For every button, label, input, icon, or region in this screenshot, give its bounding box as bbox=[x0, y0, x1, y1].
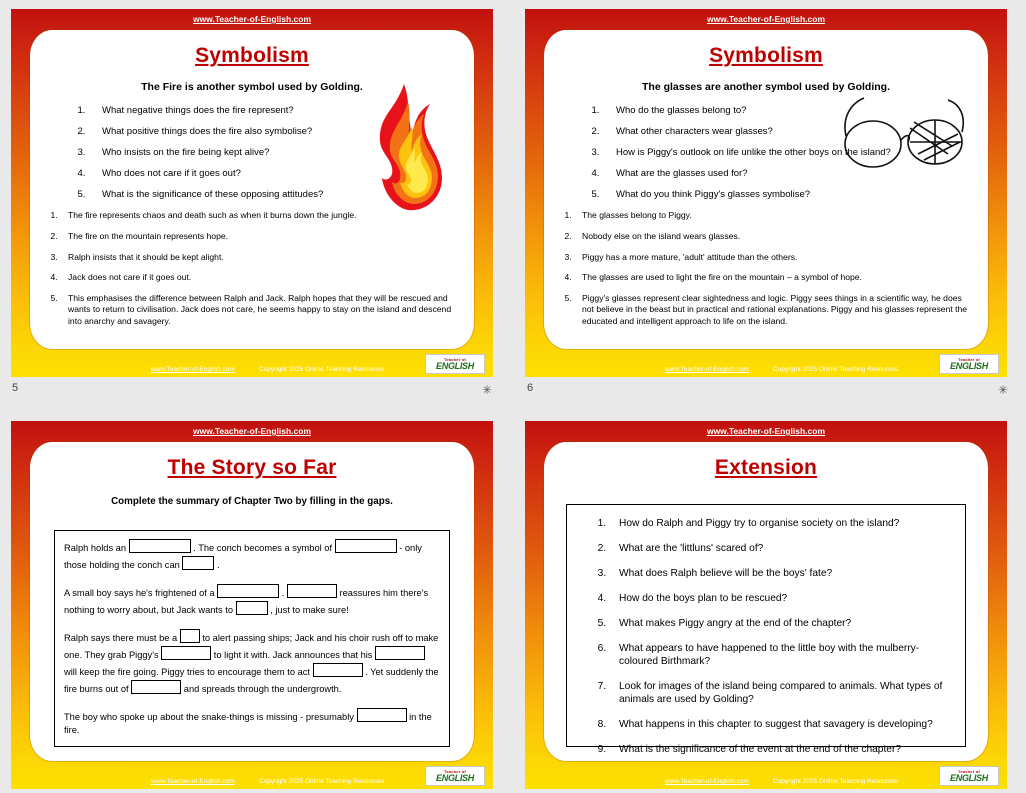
logo-line-1: Teacher of bbox=[444, 768, 466, 774]
list-item: 5. Piggy's glasses represent clear sightedness and logic. Piggy sees things in a scientific way, he does not believe in the beast but in practical and rational explanations. Piggy and his glasses represent the educated and intelligent approach to life on the island. bbox=[574, 293, 970, 328]
text-fragment: . Yet suddenly the fire burns out of bbox=[64, 666, 439, 694]
glasses-icon bbox=[840, 92, 970, 182]
gap-paragraph-1 bbox=[64, 539, 440, 573]
text-fragment: Ralph says there must be a bbox=[64, 632, 180, 643]
slide-thumbnail-story-so-far[interactable] bbox=[11, 421, 493, 789]
extension-question-box bbox=[566, 504, 966, 756]
footer-website-url: www.Teacher-of-English.com bbox=[151, 778, 235, 785]
flame-icon bbox=[356, 82, 452, 212]
list-item: 8. What happens in this chapter to suggest that savagery is developing? bbox=[609, 718, 947, 731]
list-item: 5. This emphasises the difference between Ralph and Jack. Ralph hopes that they will be rescued and wants to return to civilisation. Jack does not care, he seems happy to stay on the island and descend into anarchy and savagery. bbox=[60, 293, 456, 328]
list-item: 3. Who insists on the fire being kept alive? bbox=[88, 147, 444, 159]
text-fragment: , just to make sure! bbox=[267, 604, 349, 615]
list-item: 5. What is the significance of these opposing attitudes? bbox=[88, 189, 444, 201]
footer-website-url: www.Teacher-of-English.com bbox=[665, 778, 749, 785]
blank-field[interactable] bbox=[313, 663, 363, 677]
gap-paragraph-4 bbox=[64, 708, 440, 739]
text-fragment: . The conch becomes a symbol of bbox=[190, 543, 335, 553]
list-item: 1. How do Ralph and Piggy try to organise society on the island? bbox=[609, 517, 947, 530]
logo-line-2: ENGLISH bbox=[950, 360, 988, 371]
logo-line-2: ENGLISH bbox=[436, 360, 474, 371]
list-item: 4. Who does not care if it goes out? bbox=[88, 168, 444, 180]
instruction-text: Complete the summary of Chapter Two by filling in the gaps. bbox=[111, 496, 393, 507]
page-title: Symbolism bbox=[195, 44, 309, 67]
list-item: 2. Nobody else on the island wears glasses. bbox=[574, 231, 970, 243]
brand-logo bbox=[939, 354, 999, 374]
list-item: 7. Look for images of the island being compared to animals. What types of animals are used by Golding? bbox=[609, 680, 947, 706]
text-fragment: Ralph holds an bbox=[64, 543, 129, 553]
slide-story-so-far bbox=[11, 421, 493, 789]
blank-field[interactable] bbox=[182, 556, 214, 570]
slide-number-right: 6 bbox=[527, 382, 534, 394]
slide-6 bbox=[525, 9, 1007, 377]
slide-marker-star-right: ✳ bbox=[998, 383, 1009, 397]
list-item: 2. What other characters wear glasses? bbox=[602, 126, 958, 138]
logo-line-2: ENGLISH bbox=[950, 772, 988, 783]
slide-top-bar bbox=[11, 9, 493, 26]
footer-copyright: Copyright 2025 Online Teaching Resources bbox=[259, 366, 385, 373]
blank-field[interactable] bbox=[335, 539, 397, 553]
list-item: 3. What does Ralph believe will be the boys' fate? bbox=[609, 567, 947, 580]
question-list bbox=[575, 517, 951, 757]
page-title: Symbolism bbox=[709, 44, 823, 67]
top-website-url: www.Teacher-of-English.com bbox=[706, 14, 826, 24]
text-fragment: to light it with. Jack announces that his bbox=[211, 649, 376, 660]
list-item: 5. What do you think Piggy's glasses symbolise? bbox=[602, 189, 958, 201]
text-fragment: A small boy says he's frightened of a bbox=[64, 587, 218, 598]
answer-list bbox=[30, 210, 474, 327]
logo-line-1: Teacher of bbox=[958, 768, 980, 774]
text-fragment: . bbox=[214, 559, 220, 570]
slide-thumbnail-5[interactable] bbox=[11, 9, 493, 377]
slide-content-panel bbox=[544, 30, 988, 349]
text-fragment: . bbox=[279, 587, 287, 598]
slide-footer bbox=[525, 351, 1007, 377]
list-item: 3. Piggy has a more mature, 'adult' attitude than the others. bbox=[574, 252, 970, 264]
footer-copyright: Copyright 2025 Online Teaching Resources bbox=[773, 778, 899, 785]
list-item: 3. Ralph insists that it should be kept alight. bbox=[60, 252, 456, 264]
slide-number-left: 5 bbox=[12, 382, 19, 394]
subtitle-bold: The Fire bbox=[141, 81, 182, 93]
list-item: 1. The fire represents chaos and death such as when it burns down the jungle. bbox=[60, 210, 456, 222]
gap-paragraph-3 bbox=[64, 629, 440, 697]
list-item: 3. How is Piggy's outlook on life unlike the other boys on the island? bbox=[602, 147, 958, 159]
gap-paragraph-2 bbox=[64, 584, 440, 618]
blank-field[interactable] bbox=[287, 584, 337, 598]
blank-field[interactable] bbox=[161, 646, 211, 660]
slide-top-bar bbox=[525, 421, 1007, 438]
logo-line-2: ENGLISH bbox=[436, 772, 474, 783]
text-fragment: will keep the fire going. Piggy tries to encourage them to act bbox=[64, 666, 313, 677]
list-item: 5. What makes Piggy angry at the end of the chapter? bbox=[609, 617, 947, 630]
footer-copyright: Copyright 2025 Online Teaching Resources bbox=[773, 366, 899, 373]
text-fragment: and spreads through the undergrowth. bbox=[181, 683, 342, 694]
text-fragment: to alert passing ships; Jack and his choir rush off to make one. They grab Piggy's bbox=[64, 632, 439, 660]
gap-fill-box bbox=[54, 530, 450, 747]
slide-thumbnail-extension[interactable] bbox=[525, 421, 1007, 789]
brand-logo bbox=[425, 354, 485, 374]
list-item: 2. What positive things does the fire also symbolise? bbox=[88, 126, 444, 138]
top-website-url: www.Teacher-of-English.com bbox=[192, 14, 312, 24]
slide-footer bbox=[11, 351, 493, 377]
logo-line-1: Teacher of bbox=[444, 356, 466, 362]
slide-marker-star-left: ✳ bbox=[482, 383, 493, 397]
slide-content-panel bbox=[544, 442, 988, 761]
list-item: 4. The glasses are used to light the fire on the mountain – a symbol of hope. bbox=[574, 272, 970, 284]
footer-copyright: Copyright 2025 Online Teaching Resources bbox=[259, 778, 385, 785]
list-item: 4. How do the boys plan to be rescued? bbox=[609, 592, 947, 605]
list-item: 4. Jack does not care if it goes out. bbox=[60, 272, 456, 284]
blank-field[interactable] bbox=[357, 708, 407, 722]
blank-field[interactable] bbox=[131, 680, 181, 694]
subtitle-bold: The glasses bbox=[642, 81, 703, 93]
text-fragment: reassures him there's nothing to worry about, but Jack wants to bbox=[64, 587, 429, 615]
page-title: Extension bbox=[714, 456, 818, 479]
slide-5 bbox=[11, 9, 493, 377]
list-item: 4. What are the glasses used for? bbox=[602, 168, 958, 180]
brand-logo bbox=[425, 766, 485, 786]
slide-thumbnail-6[interactable] bbox=[525, 9, 1007, 377]
list-item: 1. Who do the glasses belong to? bbox=[602, 105, 958, 117]
text-fragment: The boy who spoke up about the snake-things is missing - presumably bbox=[64, 711, 357, 722]
blank-field[interactable] bbox=[217, 584, 279, 598]
subtitle-rest: is another symbol used by Golding. bbox=[181, 81, 363, 93]
top-website-url: www.Teacher-of-English.com bbox=[706, 426, 826, 436]
list-item: 2. What are the 'littluns' scared of? bbox=[609, 542, 947, 555]
answer-list bbox=[544, 210, 988, 327]
blank-field[interactable] bbox=[129, 539, 191, 553]
logo-line-1: Teacher of bbox=[958, 356, 980, 362]
list-item: 1. The glasses belong to Piggy. bbox=[574, 210, 970, 222]
slide-footer bbox=[11, 763, 493, 789]
slide-extension bbox=[525, 421, 1007, 789]
blank-field[interactable] bbox=[236, 601, 268, 615]
text-fragment: - only those holding the conch can bbox=[64, 543, 422, 570]
text-fragment: in the fire. bbox=[64, 711, 432, 736]
brand-logo bbox=[939, 766, 999, 786]
subtitle-rest: are another symbol used by Golding. bbox=[702, 81, 890, 93]
list-item: 9. What is the significance of the event at the end of the chapter? bbox=[609, 743, 947, 756]
footer-website-url: www.Teacher-of-English.com bbox=[665, 366, 749, 373]
slide-content-panel bbox=[30, 30, 474, 349]
slide-footer bbox=[525, 763, 1007, 789]
list-item: 1. What negative things does the fire represent? bbox=[88, 105, 444, 117]
blank-field[interactable] bbox=[375, 646, 425, 660]
page-title: The Story so Far bbox=[167, 456, 337, 479]
blank-field[interactable] bbox=[180, 629, 200, 643]
slide-content-panel bbox=[30, 442, 474, 761]
slide-top-bar bbox=[11, 421, 493, 438]
slide-top-bar bbox=[525, 9, 1007, 26]
top-website-url: www.Teacher-of-English.com bbox=[192, 426, 312, 436]
list-item: 6. What appears to have happened to the little boy with the mulberry-coloured Birthmark? bbox=[609, 642, 947, 668]
footer-website-url: www.Teacher-of-English.com bbox=[151, 366, 235, 373]
list-item: 2. The fire on the mountain represents hope. bbox=[60, 231, 456, 243]
